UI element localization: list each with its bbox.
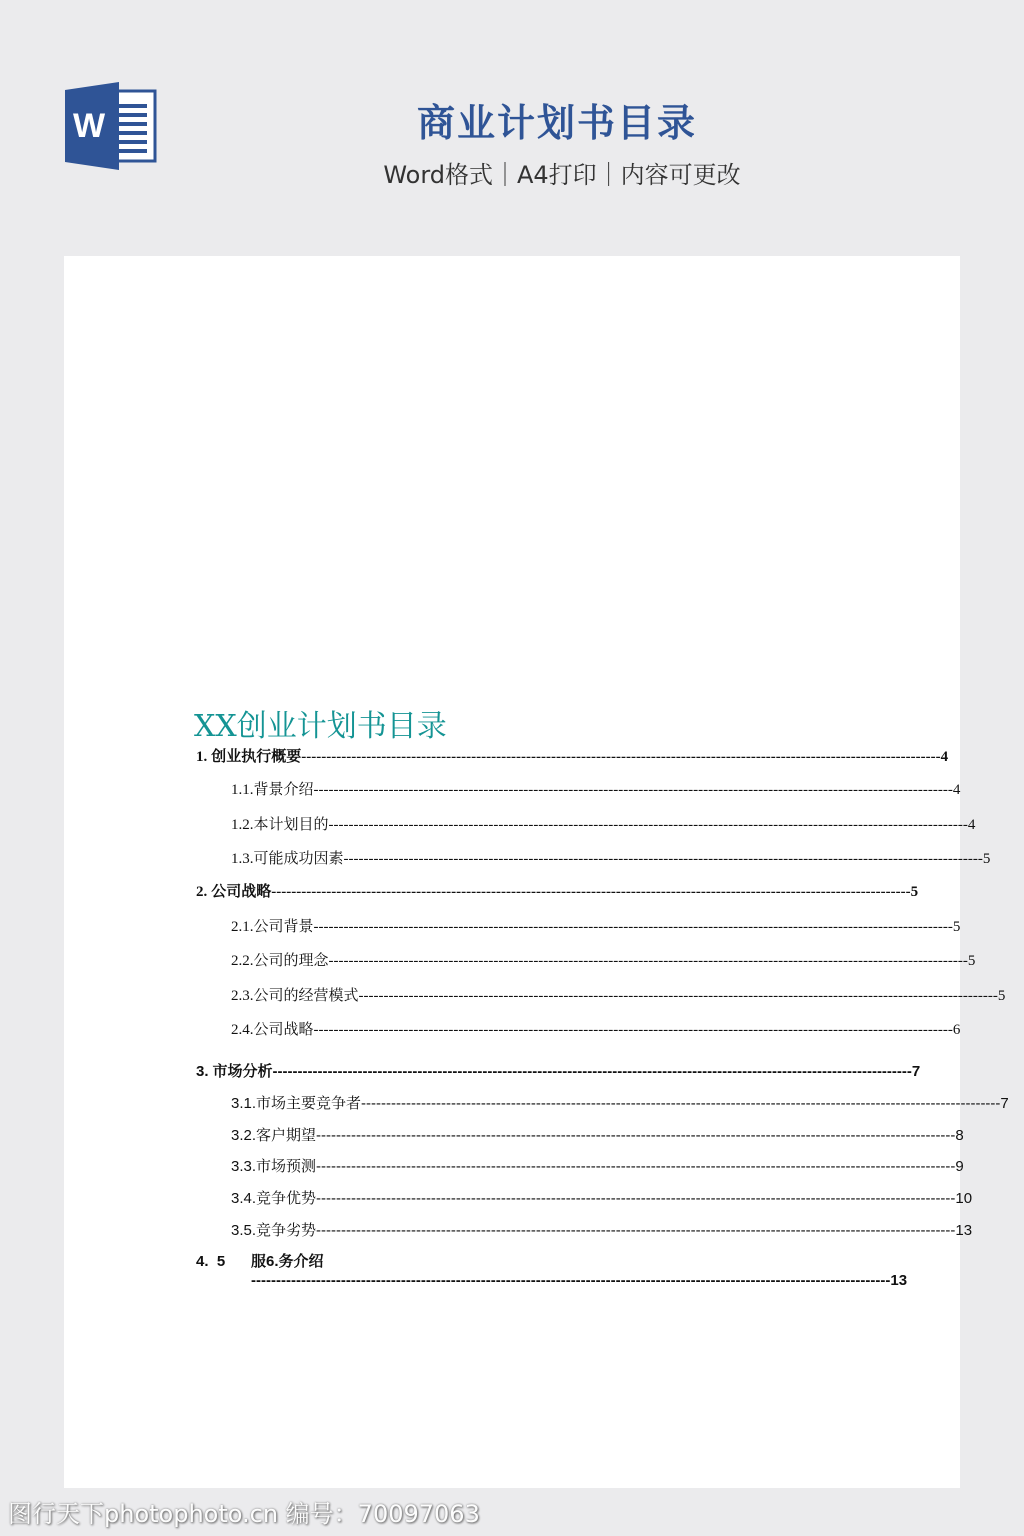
toc-entry-3-3[interactable]: 3.3. 市场预测 -------------------------------------------------------------------------------------------------------------------------------- 9 [231,1158,964,1175]
toc-entry-2[interactable]: 2. 公司战略 -------------------------------------------------------------------------------------------------------------------------------- 5 [196,884,919,900]
toc-entry-3-1[interactable]: 3.1. 市场主要竞争者 -------------------------------------------------------------------------------------------------------------------------------- 7 [231,1095,1009,1112]
banner-subtitle: Word格式｜A4打印｜内容可更改 [383,161,741,189]
toc-entry-1-2[interactable]: 1.2. 本计划目的 -------------------------------------------------------------------------------------------------------------------------------- 4 [231,817,976,833]
document-title: XX创业计划书目录 [194,709,447,744]
toc-entry-3-5[interactable]: 3.5. 竞争劣势 -------------------------------------------------------------------------------------------------------------------------------- 13 [231,1222,973,1239]
word-logo-letter: W [72,107,106,145]
document-page [64,256,1009,1488]
toc-entry-1-3[interactable]: 1.3. 可能成功因素 -------------------------------------------------------------------------------------------------------------------------------- 5 [231,851,991,867]
toc-entry-1[interactable]: 1. 创业执行概要 -------------------------------------------------------------------------------------------------------------------------------- 4 [196,749,949,765]
toc-entry-1-1[interactable]: 1.1. 背景介绍 -------------------------------------------------------------------------------------------------------------------------------- 4 [231,782,961,798]
toc-entry-3-4[interactable]: 3.4. 竞争优势 -------------------------------------------------------------------------------------------------------------------------------- 10 [231,1190,973,1207]
banner-title: 商业计划书目录 [416,101,697,145]
toc-entry-3-2[interactable]: 3.2. 客户期望 -------------------------------------------------------------------------------------------------------------------------------- 8 [231,1127,964,1144]
toc-entry-2-2[interactable]: 2.2. 公司的理念 -------------------------------------------------------------------------------------------------------------------------------- 5 [231,953,976,969]
toc-entry-3[interactable]: 3. 市场分析 -------------------------------------------------------------------------------------------------------------------------------- 7 [196,1063,921,1080]
toc-entry-2-4[interactable]: 2.4. 公司战略 -------------------------------------------------------------------------------------------------------------------------------- 6 [231,1022,961,1038]
watermark: 图行天下photophoto.cn 编号：70097063 [8,1500,480,1528]
toc-entry-2-3[interactable]: 2.3. 公司的经营模式 -------------------------------------------------------------------------------------------------------------------------------- 5 [231,988,1006,1004]
toc-entry-4-leader[interactable]: -------------------------------------------------------------------------------------------------------------------------------- 13 [251,1272,908,1289]
toc-entry-4-heading[interactable]: 4. 5 服6.务介绍 [196,1253,324,1270]
toc-entry-2-1[interactable]: 2.1. 公司背景 -------------------------------------------------------------------------------------------------------------------------------- 5 [231,919,961,935]
